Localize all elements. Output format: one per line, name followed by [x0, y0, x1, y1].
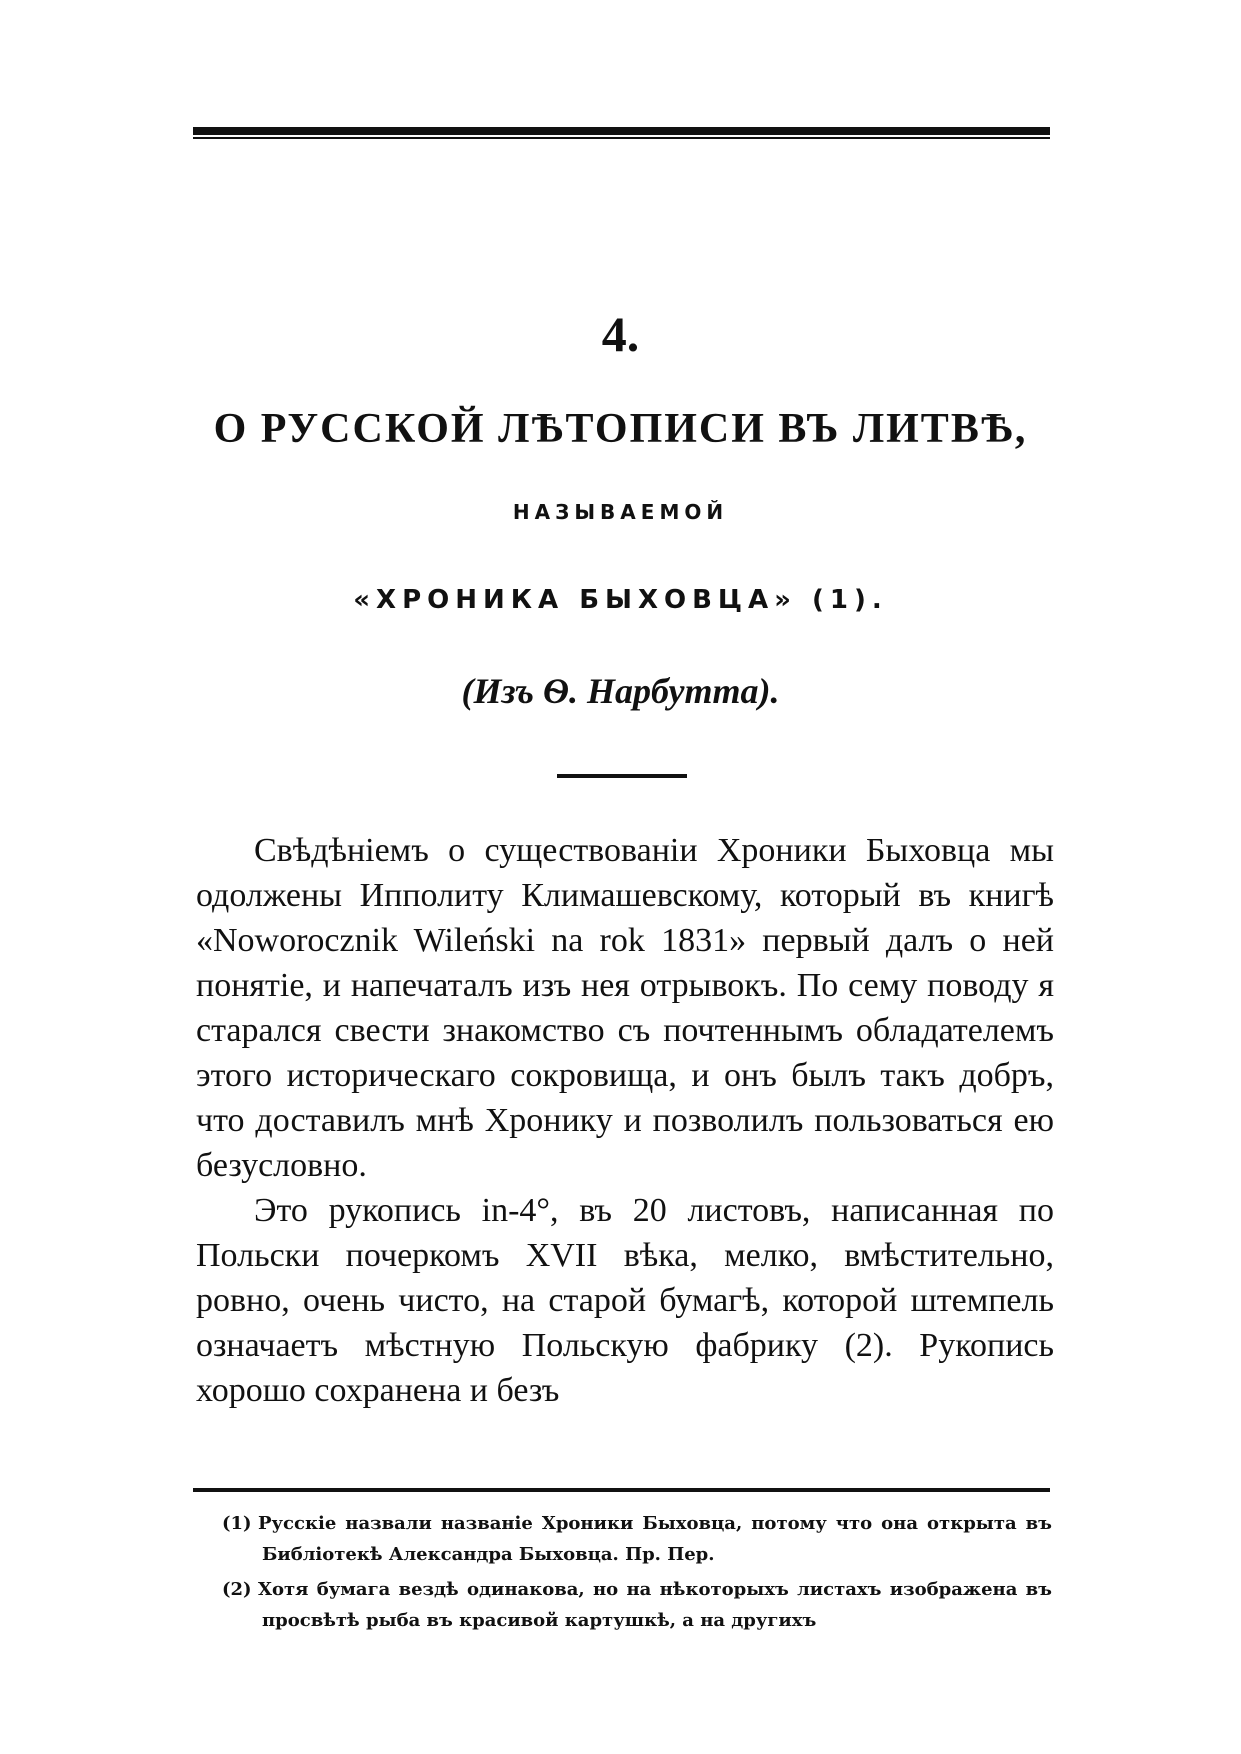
footnote-text: Русскіе назвали названіе Хроники Быховца, потому что она открыта въ Библіотекѣ Александра Быховца. Пр. Пер. [258, 1513, 1052, 1565]
chapter-number: 4. [601, 306, 640, 362]
chronicle-name: «ХРОНИКА БЫХОВЦА» (1). [353, 585, 888, 615]
footnote-marker: (2) [222, 1579, 252, 1600]
source-attribution: (Изъ Ѳ. Нарбутта). [461, 671, 780, 711]
article-subtitle: НАЗЫВАЕМОЙ [512, 500, 729, 524]
body-text [196, 828, 1054, 1413]
footnote-rule [193, 1488, 1050, 1492]
footnote-marker: (1) [222, 1513, 252, 1534]
body-paragraph: Свѣдѣніемъ о существованіи Хроники Быховца мы одолжены Ипполиту Климашевскому, который въ книгѣ «Noworocznik Wileński na rok 1831» первый далъ о ней понятіе, и напечаталъ изъ нея отрывокъ. По сему поводу я старался свести знакомство съ почтеннымъ обладателемъ этого историческаго сокровища, и онъ былъ такъ добръ, что доставилъ мнѣ Хронику и позволилъ пользоваться ею безусловно. [196, 832, 1054, 1184]
footnote [222, 1508, 1052, 1570]
footnote [222, 1574, 1052, 1636]
footnote-text: Хотя бумага вездѣ одинакова, но на нѣкоторыхъ листахъ изображена въ просвѣтѣ рыба въ красивой картушкѣ, а на другихъ [258, 1579, 1052, 1631]
footnotes [222, 1508, 1052, 1640]
section-divider [557, 774, 687, 778]
body-paragraph: Это рукопись in-4°, въ 20 листовъ, написанная по Польски почеркомъ XVII вѣка, мелко, вмѣстительно, ровно, очень чисто, на старой бумагѣ, которой штемпель означаетъ мѣстную Польскую фабрику (2). Рукопись хорошо сохранена и безъ [196, 1192, 1054, 1409]
top-double-rule [193, 127, 1050, 135]
article-title: О РУССКОЙ ЛѢТОПИСИ ВЪ ЛИТВѢ, [213, 406, 1028, 452]
